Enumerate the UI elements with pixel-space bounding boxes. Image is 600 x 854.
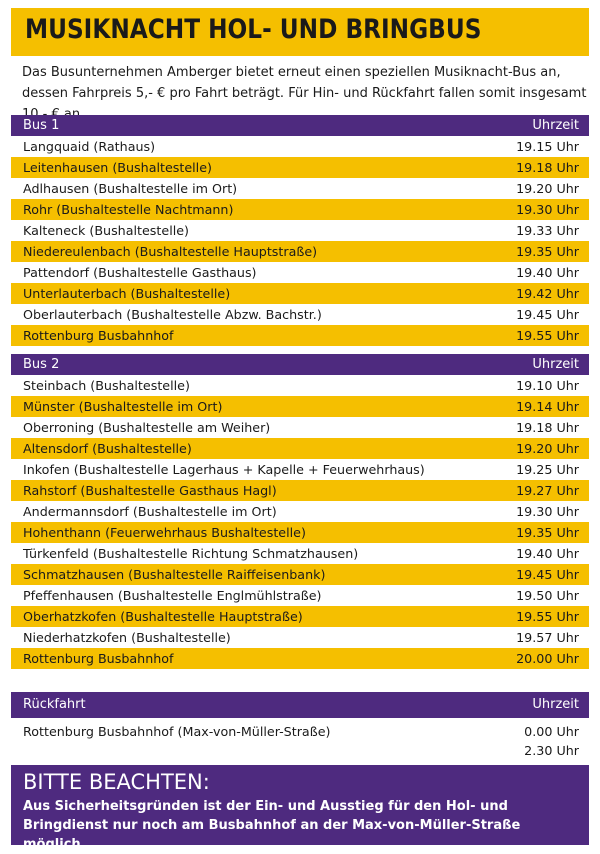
bus2-header: [11, 354, 589, 375]
stop-name: Rohr (Bushaltestelle Nachtmann): [23, 202, 234, 217]
table-row: [11, 220, 589, 241]
stop-time: 19.10 Uhr: [516, 378, 579, 393]
bus1-time-header: Uhrzeit: [532, 118, 579, 133]
table-row: [11, 627, 589, 648]
stop-time: 19.57 Uhr: [516, 630, 579, 645]
stop-name: Pfeffenhausen (Bushaltestelle Englmühlstraße): [23, 588, 322, 603]
stop-time: 19.35 Uhr: [516, 525, 579, 540]
rueckfahrt-times: [524, 722, 579, 760]
bus2-time-header: Uhrzeit: [532, 357, 579, 372]
stop-name: Steinbach (Bushaltestelle): [23, 378, 190, 393]
stop-time: 19.50 Uhr: [516, 588, 579, 603]
stop-name: Oberhatzkofen (Bushaltestelle Hauptstraße): [23, 609, 303, 624]
stop-time: 19.45 Uhr: [516, 567, 579, 582]
stop-time: 19.18 Uhr: [516, 160, 579, 175]
bus2-rows: [11, 375, 589, 669]
stop-time: 19.20 Uhr: [516, 441, 579, 456]
table-row: [11, 325, 589, 346]
rueckfahrt-row: [11, 720, 589, 762]
table-row: [11, 438, 589, 459]
stop-name: Rottenburg Busbahnhof: [23, 651, 174, 666]
bus1-rows: [11, 136, 589, 346]
bus1-header: [11, 115, 589, 136]
stop-time: 19.18 Uhr: [516, 420, 579, 435]
stop-name: Rahstorf (Bushaltestelle Gasthaus Hagl): [23, 483, 277, 498]
stop-name: Langquaid (Rathaus): [23, 139, 156, 154]
stop-time: 19.30 Uhr: [516, 202, 579, 217]
table-row: [11, 136, 589, 157]
stop-time: 19.55 Uhr: [516, 328, 579, 343]
table-row: [11, 375, 589, 396]
table-row: [11, 283, 589, 304]
stop-name: Andermannsdorf (Bushaltestelle im Ort): [23, 504, 277, 519]
stop-time: 19.40 Uhr: [516, 546, 579, 561]
stop-name: Leitenhausen (Bushaltestelle): [23, 160, 212, 175]
stop-name: Hohenthann (Feuerwehrhaus Bushaltestelle): [23, 525, 306, 540]
stop-name: Münster (Bushaltestelle im Ort): [23, 399, 223, 414]
stop-time: 20.00 Uhr: [516, 651, 579, 666]
bus2-label: Bus 2: [23, 357, 60, 372]
stop-time: 19.25 Uhr: [516, 462, 579, 477]
table-row: [11, 262, 589, 283]
stop-time: 19.33 Uhr: [516, 223, 579, 238]
stop-time: 19.14 Uhr: [516, 399, 579, 414]
stop-time: 19.42 Uhr: [516, 286, 579, 301]
stop-time: 19.40 Uhr: [516, 265, 579, 280]
stop-name: Oberroning (Bushaltestelle am Weiher): [23, 420, 271, 435]
table-row: [11, 501, 589, 522]
notice-box: [11, 765, 589, 852]
bus1-label: Bus 1: [23, 118, 60, 133]
stop-name: Kalteneck (Bushaltestelle): [23, 223, 190, 238]
table-row: [11, 585, 589, 606]
stop-time: 19.30 Uhr: [516, 504, 579, 519]
stop-name: Oberlauterbach (Bushaltestelle Abzw. Bachstr.): [23, 307, 322, 322]
notice-text: Aus Sicherheitsgründen ist der Ein- und Ausstieg für den Hol- und Bringdienst nur noch am Busbahnhof an der Max-von-Müller-Straße möglich.: [23, 799, 521, 852]
bus2-table: [11, 354, 589, 669]
table-row: [11, 241, 589, 262]
stop-time: 19.35 Uhr: [516, 244, 579, 259]
intro-text: Das Busunternehmen Amberger bietet erneut einen speziellen Musiknacht-Bus an, dessen Fahrpreis 5,- € pro Fahrt beträgt. Für Hin- und Rückfahrt fallen somit insgesamt: [22, 65, 587, 101]
stop-name: Altensdorf (Bushaltestelle): [23, 441, 192, 456]
stop-name: Rottenburg Busbahnhof: [23, 328, 174, 343]
stop-name: Schmatzhausen (Bushaltestelle Raiffeisenbank): [23, 567, 326, 582]
table-row: [11, 459, 589, 480]
stop-time: 19.15 Uhr: [516, 139, 579, 154]
table-row: [11, 417, 589, 438]
table-row: [11, 396, 589, 417]
stop-name: Unterlauterbach (Bushaltestelle): [23, 286, 231, 301]
title-banner: [11, 8, 589, 56]
page-title: MUSIKNACHT HOL- UND BRINGBUS: [25, 14, 482, 45]
stop-name: Adlhausen (Bushaltestelle im Ort): [23, 181, 238, 196]
table-row: [11, 157, 589, 178]
table-row: [11, 564, 589, 585]
table-row: [11, 606, 589, 627]
stop-name: Türkenfeld (Bushaltestelle Richtung Schmatzhausen): [23, 546, 359, 561]
stop-time: 19.27 Uhr: [516, 483, 579, 498]
rueckfahrt-time-2: 2.30 Uhr: [524, 743, 579, 758]
table-row: [11, 199, 589, 220]
table-row: [11, 304, 589, 325]
table-row: [11, 178, 589, 199]
rueckfahrt-time-1: 0.00 Uhr: [524, 724, 579, 739]
rueckfahrt-time-header: Uhrzeit: [532, 697, 579, 712]
stop-time: 19.55 Uhr: [516, 609, 579, 624]
bus1-table: [11, 115, 589, 346]
stop-time: 19.45 Uhr: [516, 307, 579, 322]
stop-name: Inkofen (Bushaltestelle Lagerhaus + Kapelle + Feuerwehrhaus): [23, 462, 425, 477]
rueckfahrt-stop: Rottenburg Busbahnhof (Max-von-Müller-Straße): [23, 724, 331, 739]
stop-name: Niedereulenbach (Bushaltestelle Hauptstraße): [23, 244, 318, 259]
stop-name: Pattendorf (Bushaltestelle Gasthaus): [23, 265, 257, 280]
table-row: [11, 480, 589, 501]
stop-name: Niederhatzkofen (Bushaltestelle): [23, 630, 231, 645]
table-row: [11, 522, 589, 543]
table-row: [11, 543, 589, 564]
stop-time: 19.20 Uhr: [516, 181, 579, 196]
rueckfahrt-header: [11, 692, 589, 718]
rueckfahrt-label: Rückfahrt: [23, 697, 86, 712]
notice-heading: BITTE BEACHTEN:: [23, 770, 210, 794]
table-row: [11, 648, 589, 669]
